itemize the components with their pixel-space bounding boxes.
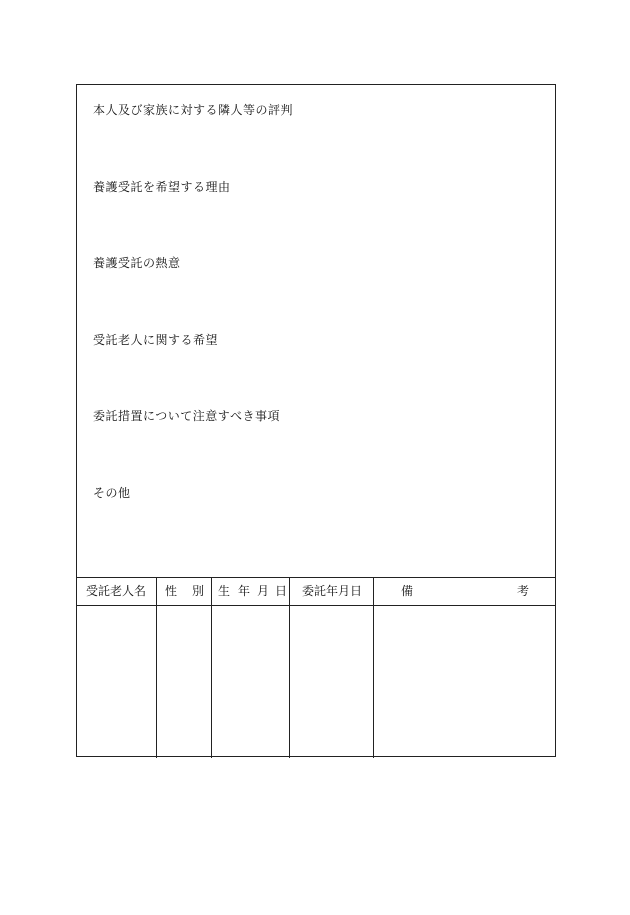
column-divider xyxy=(156,578,157,758)
header-remarks-part2: 考 xyxy=(517,584,530,598)
column-divider xyxy=(211,578,212,758)
header-birth-part3: 月 xyxy=(257,584,270,598)
consignment-table xyxy=(76,577,556,758)
header-birth-part4: 日 xyxy=(275,584,288,598)
cell-elderly-name xyxy=(76,606,156,758)
section-other-label: その他 xyxy=(93,486,131,500)
section-caution-items-label: 委託措置について注意すべき事項 xyxy=(93,409,281,423)
cell-sex xyxy=(157,606,211,758)
section-elderly-preference-label: 受託老人に関する希望 xyxy=(93,333,219,347)
foster-care-form xyxy=(76,84,556,757)
column-divider xyxy=(289,578,290,758)
header-sex-part2: 別 xyxy=(192,584,205,598)
header-elderly-name: 受託老人名 xyxy=(85,584,146,598)
cell-consignment-date xyxy=(290,606,373,758)
section-neighbor-reputation-label: 本人及び家族に対する隣人等の評判 xyxy=(93,103,294,117)
cell-birth-date xyxy=(212,606,289,758)
section-enthusiasm-label: 養護受託の熱意 xyxy=(93,256,181,270)
header-sex-part1: 性 xyxy=(165,584,178,598)
header-birth-part2: 年 xyxy=(238,584,251,598)
header-consignment-date: 委託年月日 xyxy=(301,584,362,598)
header-birth-part1: 生 xyxy=(218,584,231,598)
column-divider xyxy=(373,578,374,758)
table-row xyxy=(76,606,556,758)
header-remarks-part1: 備 xyxy=(401,584,414,598)
section-reason-label: 養護受託を希望する理由 xyxy=(93,180,231,194)
table-header-row xyxy=(76,578,556,606)
cell-remarks xyxy=(374,606,555,758)
